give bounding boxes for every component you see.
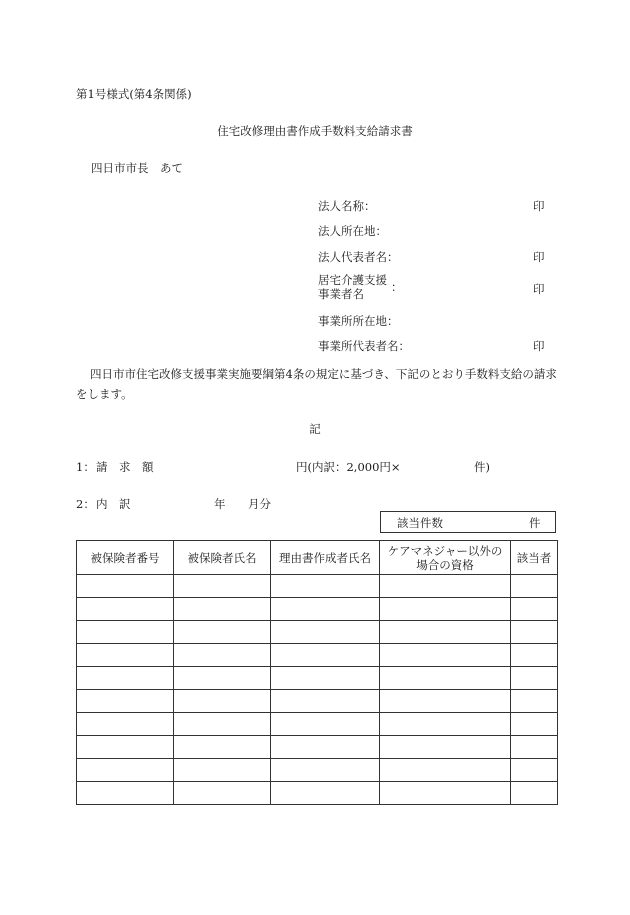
table-cell[interactable] bbox=[77, 667, 174, 690]
addressee: 四日市市長 あて bbox=[91, 161, 183, 175]
field-representative-name: 法人代表者名： bbox=[318, 250, 399, 264]
table-cell[interactable] bbox=[77, 713, 174, 736]
header-insured-name: 被保険者氏名 bbox=[174, 541, 271, 575]
table-cell[interactable] bbox=[271, 644, 380, 667]
count-box-unit: 件 bbox=[529, 516, 541, 530]
table-cell[interactable] bbox=[77, 575, 174, 598]
table-cell[interactable] bbox=[77, 759, 174, 782]
table-cell[interactable] bbox=[174, 759, 271, 782]
table-cell[interactable] bbox=[174, 575, 271, 598]
table-row bbox=[77, 713, 558, 736]
table-cell[interactable] bbox=[380, 644, 511, 667]
item2-month: 月分 bbox=[248, 497, 271, 511]
table-cell[interactable] bbox=[511, 759, 558, 782]
header-insured-number: 被保険者番号 bbox=[77, 541, 174, 575]
table-cell[interactable] bbox=[271, 736, 380, 759]
table-row bbox=[77, 736, 558, 759]
table-cell[interactable] bbox=[174, 713, 271, 736]
table-cell[interactable] bbox=[77, 736, 174, 759]
table-cell[interactable] bbox=[380, 759, 511, 782]
count-box bbox=[380, 511, 556, 533]
field-corporation-address: 法人所在地： bbox=[318, 224, 387, 238]
table-cell[interactable] bbox=[271, 713, 380, 736]
table-cell[interactable] bbox=[511, 667, 558, 690]
table-row bbox=[77, 782, 558, 805]
field-office-representative: 事業所代表者名： bbox=[318, 339, 410, 353]
table-row bbox=[77, 759, 558, 782]
table-cell[interactable] bbox=[77, 621, 174, 644]
document-title: 住宅改修理由書作成手数料支給請求書 bbox=[217, 124, 413, 138]
table-row bbox=[77, 667, 558, 690]
table-cell[interactable] bbox=[271, 690, 380, 713]
table-row bbox=[77, 598, 558, 621]
table-body bbox=[77, 575, 558, 805]
table-row bbox=[77, 575, 558, 598]
seal-mark: 印 bbox=[533, 250, 545, 264]
item1-count-unit: 件) bbox=[474, 460, 490, 474]
item1-label: 請 求 額 bbox=[96, 460, 154, 474]
table-cell[interactable] bbox=[511, 736, 558, 759]
table-cell[interactable] bbox=[271, 598, 380, 621]
table-cell[interactable] bbox=[511, 598, 558, 621]
table-row bbox=[77, 690, 558, 713]
request-statement: 四日市市住宅改修支援事業実施要綱第4条の規定に基づき、下記のとおり手数料支給の請求をします。 bbox=[76, 367, 557, 401]
table-cell[interactable] bbox=[174, 782, 271, 805]
table-cell[interactable] bbox=[380, 782, 511, 805]
table-cell[interactable] bbox=[174, 667, 271, 690]
seal-mark: 印 bbox=[533, 282, 545, 296]
table-cell[interactable] bbox=[511, 782, 558, 805]
table-row bbox=[77, 644, 558, 667]
table-cell[interactable] bbox=[380, 690, 511, 713]
table-cell[interactable] bbox=[380, 736, 511, 759]
table-cell[interactable] bbox=[380, 575, 511, 598]
item2-label: 内 訳 bbox=[96, 497, 131, 511]
table-cell[interactable] bbox=[271, 667, 380, 690]
table-cell[interactable] bbox=[271, 575, 380, 598]
header-author-name: 理由書作成者氏名 bbox=[271, 541, 380, 575]
table-cell[interactable] bbox=[380, 598, 511, 621]
table-cell[interactable] bbox=[174, 644, 271, 667]
item2-number: 2： bbox=[76, 497, 95, 511]
table-cell[interactable] bbox=[511, 621, 558, 644]
table-cell[interactable] bbox=[174, 598, 271, 621]
item1-number: 1： bbox=[76, 460, 95, 474]
table-cell[interactable] bbox=[271, 759, 380, 782]
field-corporation-name: 法人名称： bbox=[318, 199, 376, 213]
table-cell[interactable] bbox=[271, 782, 380, 805]
count-box-label: 該当件数 bbox=[397, 516, 443, 530]
table-row bbox=[77, 621, 558, 644]
detail-table bbox=[76, 540, 558, 805]
table-header-row bbox=[77, 541, 558, 575]
table-cell[interactable] bbox=[77, 782, 174, 805]
table-cell[interactable] bbox=[77, 690, 174, 713]
form-number: 第1号様式(第4条関係) bbox=[76, 87, 192, 101]
header-qualification: ケアマネジャー以外の 場合の資格 bbox=[380, 541, 511, 575]
ki-heading: 記 bbox=[309, 422, 321, 436]
item2-year: 年 bbox=[214, 497, 226, 511]
table-cell[interactable] bbox=[174, 736, 271, 759]
table-cell[interactable] bbox=[511, 575, 558, 598]
table-cell[interactable] bbox=[380, 621, 511, 644]
table-cell[interactable] bbox=[174, 690, 271, 713]
seal-mark: 印 bbox=[533, 339, 545, 353]
field-office-address: 事業所所在地： bbox=[318, 314, 399, 328]
table-cell[interactable] bbox=[511, 713, 558, 736]
seal-mark: 印 bbox=[533, 199, 545, 213]
field-care-provider-name: 居宅介護支援 事業者名 ： bbox=[318, 273, 403, 301]
table-cell[interactable] bbox=[380, 713, 511, 736]
table-cell[interactable] bbox=[380, 667, 511, 690]
table-cell[interactable] bbox=[271, 621, 380, 644]
table-cell[interactable] bbox=[511, 690, 558, 713]
item1-amount: 円(内訳：2,000円× bbox=[296, 460, 401, 474]
table-cell[interactable] bbox=[77, 644, 174, 667]
header-applicable: 該当者 bbox=[511, 541, 558, 575]
table-cell[interactable] bbox=[511, 644, 558, 667]
table-cell[interactable] bbox=[174, 621, 271, 644]
table-cell[interactable] bbox=[77, 598, 174, 621]
